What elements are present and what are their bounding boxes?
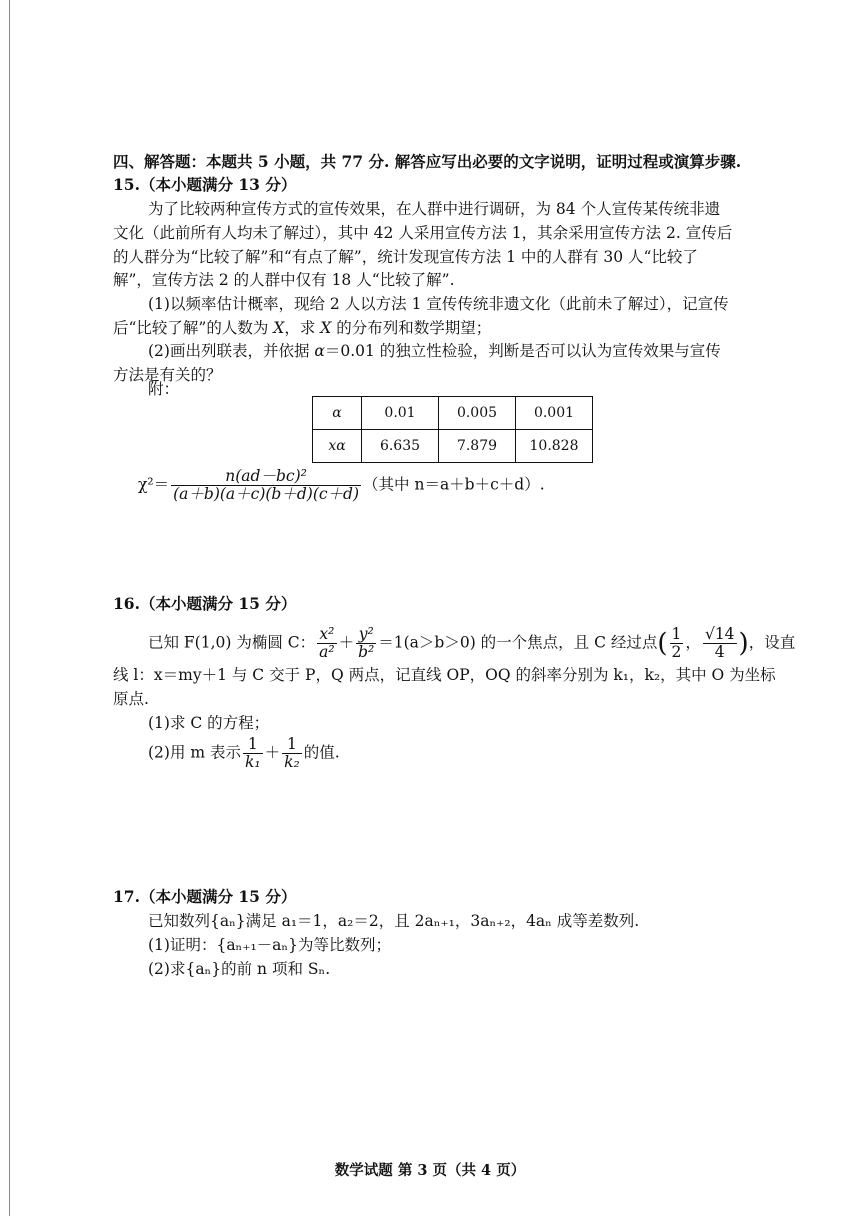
q15-part2-line-2: 方法是有关的？ xyxy=(113,366,222,384)
q15-part1-line-2: 后“比较了解”的人数为 X，求 X 的分布列和数学期望； xyxy=(113,319,492,337)
q16-part1: (1)求 C 的方程； xyxy=(148,714,270,732)
q15-paragraph-line-4: 解”，宣传方法 2 的人群中仅有 18 人“比较了解”. xyxy=(113,271,455,289)
q17-title: 17.（本小题满分 15 分） xyxy=(113,887,297,906)
table-cell: 10.828 xyxy=(516,430,593,463)
q16-title: 16.（本小题满分 15 分） xyxy=(113,594,297,613)
table-row xyxy=(313,430,593,463)
table-row xyxy=(313,397,593,430)
q16-part2: (2)用 m 表示 $\frac{1}{\text{k₁}}$ ＋ $\frac{1}{\text{k₂}}$ 的值. xyxy=(148,735,340,771)
q17-part2: (2)求{aₙ}的前 n 项和 Sₙ. xyxy=(148,960,331,978)
q16-line-2: 线 l：x＝my＋1 与 C 交于 P，Q 两点，记直线 OP，OQ 的斜率分别为 k₁，k₂，其中 O 为坐标 xyxy=(113,666,776,684)
q15-title: 15.（本小题满分 13 分） xyxy=(113,175,297,194)
q15-part1-line-1: (1)以频率估计概率，现给 2 人以方法 1 宣传传统非遗文化（此前未了解过），记宣传 xyxy=(148,295,729,313)
table-header-alpha: α xyxy=(313,397,362,430)
q15-part2-line-1: (2)画出列联表，并依据 α＝0.01 的独立性检验，判断是否可以认为宣传效果与宣传 xyxy=(148,342,721,360)
q15-paragraph-line-2: 文化（此前所有人均未了解过），其中 42 人采用宣传方法 1，其余采用宣传方法 2. 宣传后 xyxy=(113,224,733,242)
table-cell: 7.879 xyxy=(439,430,516,463)
table-cell: 0.005 xyxy=(439,397,516,430)
section-heading: 四、解答题：本题共 5 小题，共 77 分. 解答应写出必要的文字说明，证明过程或演算步骤. xyxy=(113,152,742,171)
critical-value-table xyxy=(312,396,593,463)
q17-line-1: 已知数列{aₙ}满足 a₁＝1，a₂＝2，且 2aₙ₊₁，3aₙ₊₂，4aₙ 成等差数列. xyxy=(148,912,640,930)
q16-line-1: 已知 F(1,0) 为椭圆 C： $\frac{\text{x²}}{\text{a²}}$ ＋ $\frac{\text{y²}}{\text{b²}}$ ＝1(a＞b＞0) 的一个焦点，且 C 经过点( $\frac{1}{2}$ ， $\frac{√14}{4}$ )，设直 xyxy=(148,625,796,661)
q17-part1: (1)证明：{aₙ₊₁－aₙ}为等比数列； xyxy=(148,936,391,954)
q15-appendix-label: 附： xyxy=(148,380,180,398)
table-header-x-alpha: xα xyxy=(313,430,362,463)
table-cell: 0.001 xyxy=(516,397,593,430)
page-footer: 数学试题 第 3 页（共 4 页） xyxy=(334,1162,526,1179)
scan-margin-line xyxy=(9,0,10,1216)
table-cell: 0.01 xyxy=(362,397,439,430)
q15-paragraph-line-3: 的人群分为“比较了解”和“有点了解”，统计发现宣传方法 1 中的人群有 30 人“比较了 xyxy=(113,248,698,266)
chi-square-formula: χ²＝ $\frac{\text{n(ad－bc)²}}{(a+b)(a+c)(b+d)(c+d)}$ （其中 n＝a＋b＋c＋d）. xyxy=(138,467,545,503)
table-cell: 6.635 xyxy=(362,430,439,463)
q16-line-3: 原点. xyxy=(113,690,149,708)
q15-paragraph-line-1: 为了比较两种宣传方式的宣传效果，在人群中进行调研，为 84 个人宣传某传统非遗 xyxy=(148,200,721,218)
